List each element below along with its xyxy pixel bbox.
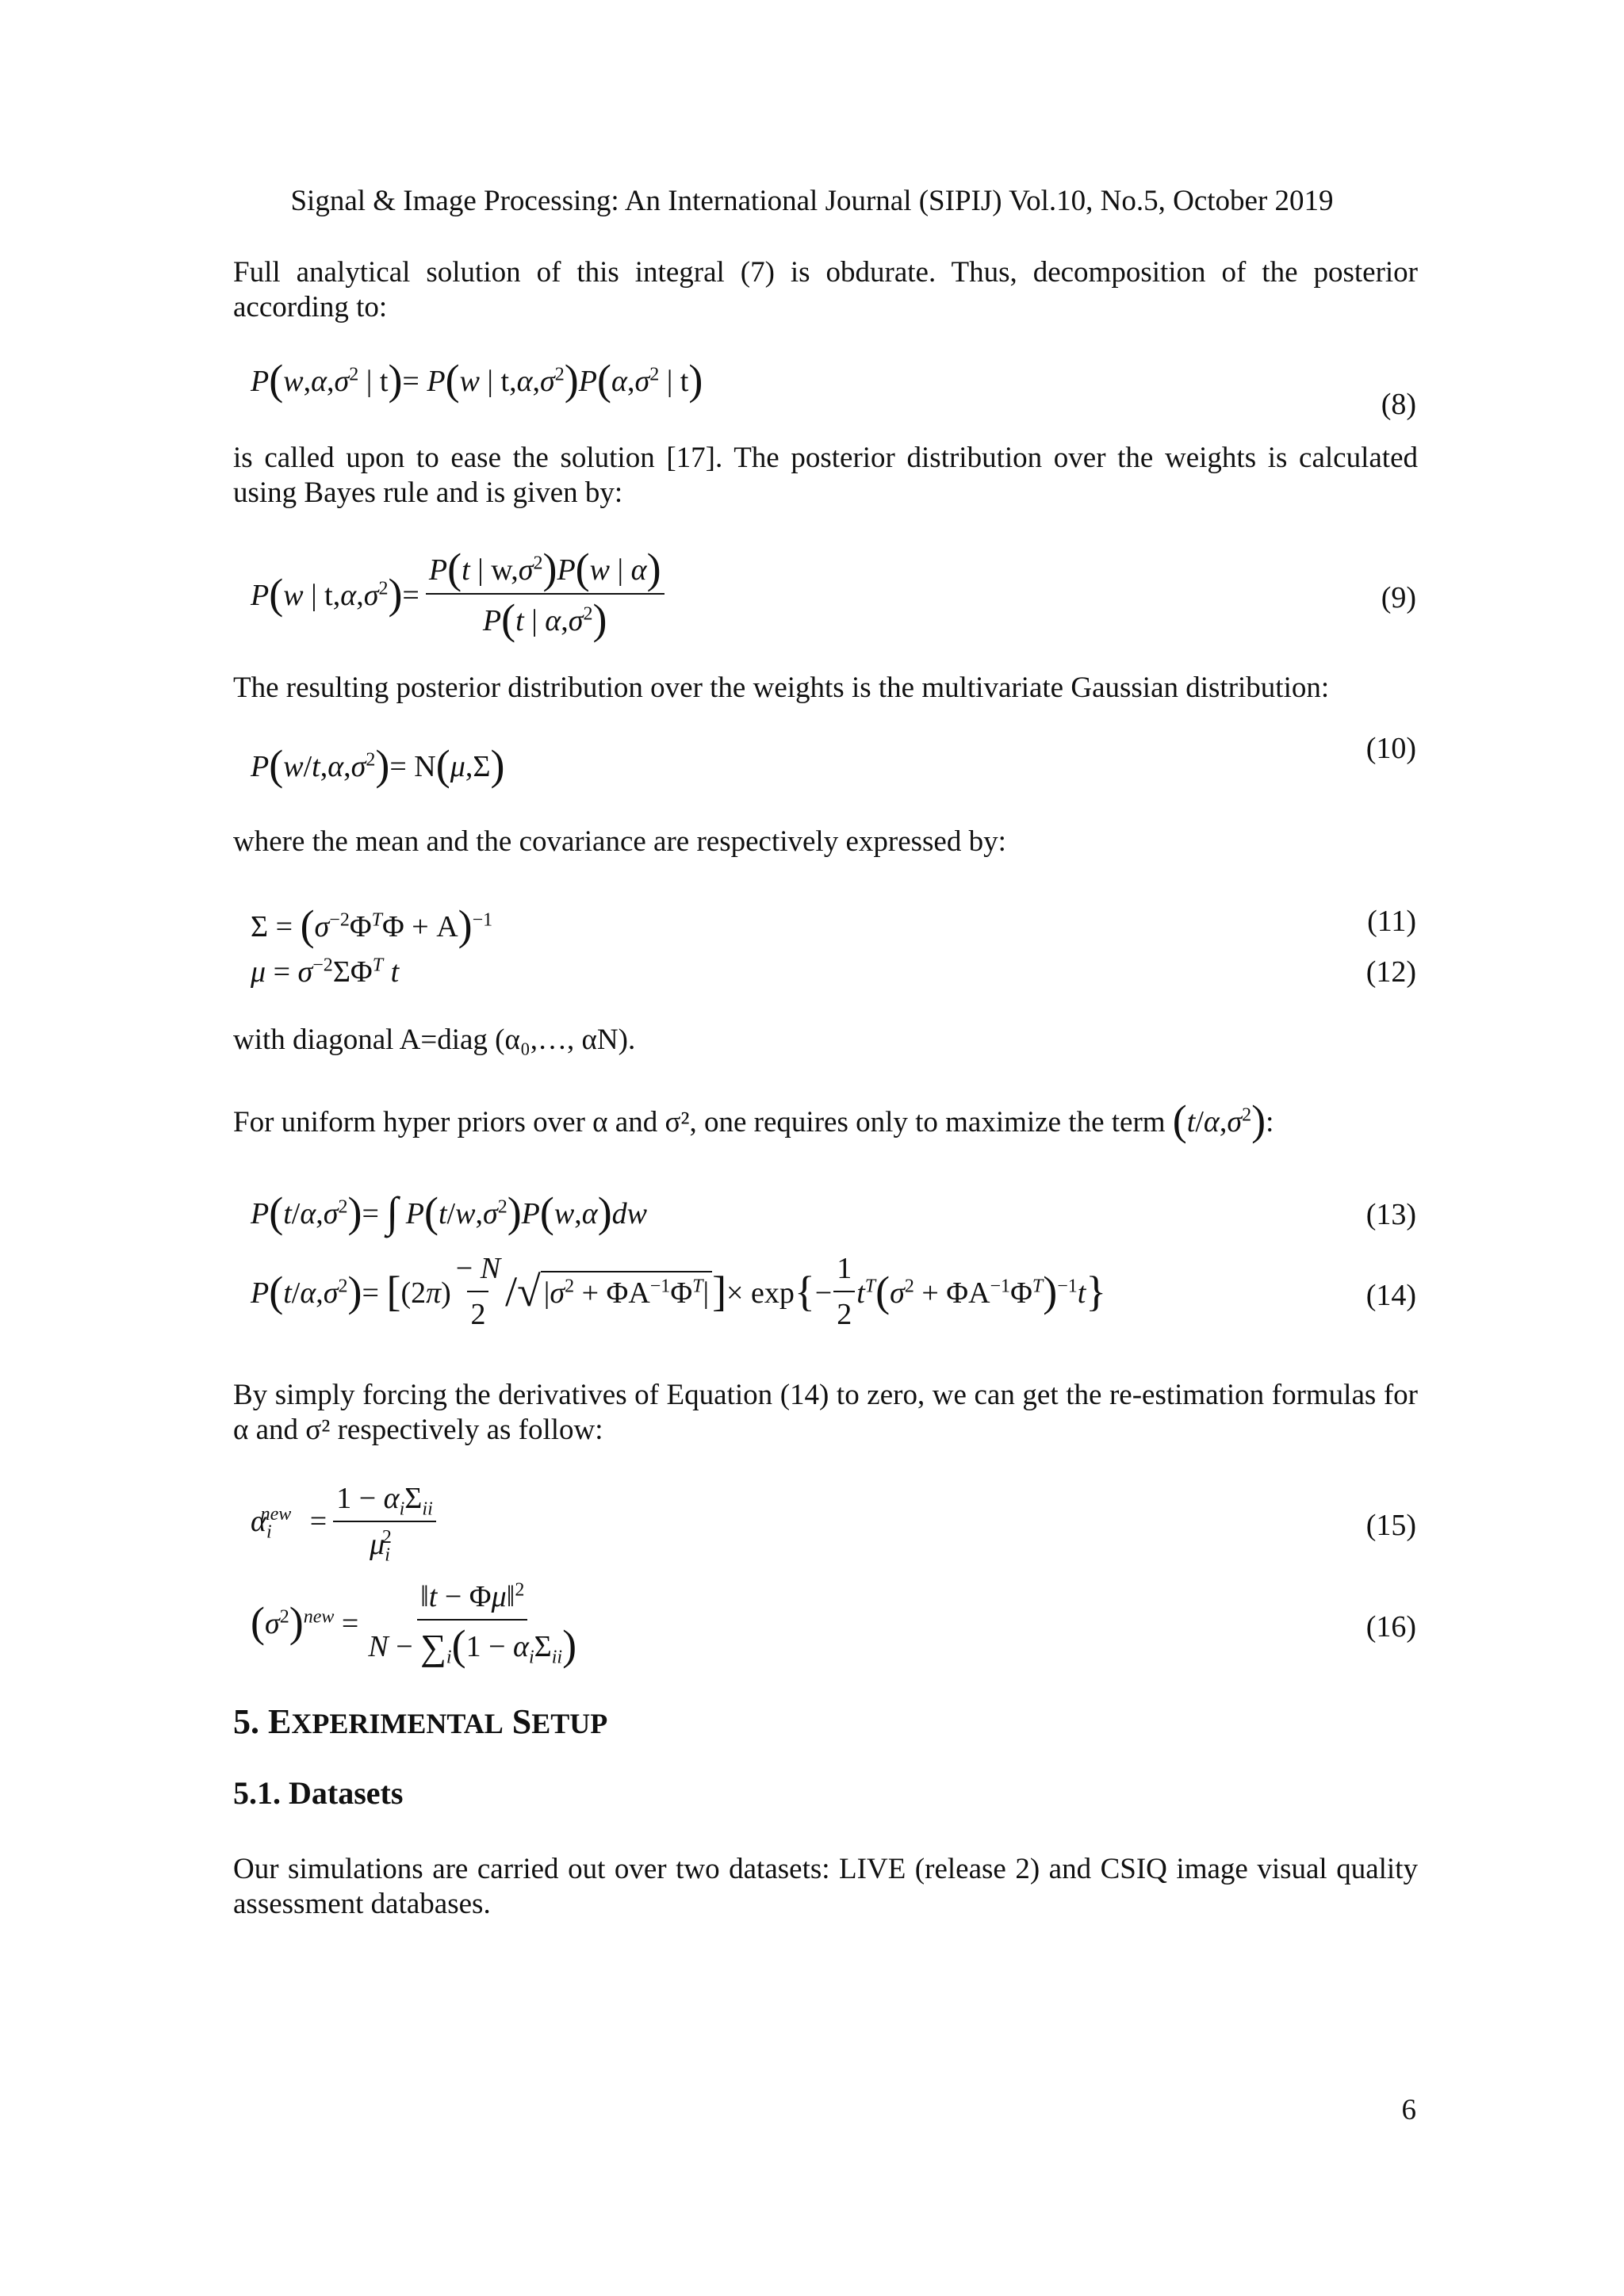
paragraph-hyperpriors: For uniform hyper priors over α and σ², one requires only to maximize the term $(t/\alpha,\sigma^2)$: <box>233 1096 1274 1144</box>
equation-13-number: (13) <box>1365 1198 1416 1231</box>
equation-16-number: (16) <box>1365 1610 1416 1644</box>
subsection-heading: 5.1. Datasets <box>233 1775 404 1811</box>
equation-14-number: (14) <box>1365 1279 1416 1312</box>
equation-16: $(\sigma^2)^{new}$ = $\frac{‖t - \Phi\mu‖^2}{N - \sum_i(1 - \alpha_i\Sigma_{ii})}$ <box>251 1578 586 1667</box>
paragraph-mean-covariance: where the mean and the covariance are respectively expressed by: <box>233 825 1006 858</box>
equation-9-number: (9) <box>1381 581 1416 614</box>
equation-15-number: (15) <box>1365 1509 1416 1542</box>
paragraph-decomposition: Full analytical solution of this integral (7) is obdurate. Thus, decomposition of the posterior according to: <box>233 256 1418 323</box>
paragraph-datasets: Our simulations are carried out over two datasets: LIVE (release 2) and CSIQ image visual quality assessment databases. <box>233 1853 1418 1920</box>
paragraph-gaussian: The resulting posterior distribution over the weights is the multivariate Gaussian distribution: <box>233 672 1330 704</box>
equation-8-number: (8) <box>1381 388 1416 421</box>
paragraph-reestimation: By simply forcing the derivatives of Equation (14) to zero, we can get the re-estimation formulas for α and σ² respectively as follow: <box>233 1379 1418 1446</box>
equation-8: $P(w,\alpha,\sigma^2$ | t)= P(w | $t,\alpha,\sigma^2)P(\alpha,\sigma^2$ | t) <box>251 356 703 404</box>
equation-11: $\Sigma = (\sigma^{-2}\Phi^T\Phi + A)^{-1}$ <box>251 901 493 949</box>
equation-15: $\alpha_i^{new}$ = $\frac{1 - \alpha_i\Sigma_{ii}}{\mu_i^2}$ <box>251 1479 442 1563</box>
paragraph-bayes: is called upon to ease the solution [17]. The posterior distribution over the weights is calculated using Bayes rule and is given by: <box>233 442 1418 509</box>
equation-13: $P(t/\alpha,\sigma^2)=$ ∫ $P(t/w,\sigma^2)P(w,\alpha)dw$ <box>251 1188 648 1236</box>
equation-11-number: (11) <box>1367 905 1416 938</box>
paragraph-diagonal: with diagonal A=diag (α₀,…, αN). <box>233 1024 636 1056</box>
section-heading: 5. EXPERIMENTAL SETUP <box>233 1702 608 1741</box>
equation-10-number: (10) <box>1365 732 1416 765</box>
equation-14: $P(t/\alpha,\sigma^2)= [(2\pi)$ $\frac{- N}{2}$ / √ $|\sigma^2 + \Phi A^{-1}\Phi^T|$ ] × exp{− $\frac{1}{2}$ $t^T(\sigma^2 + \Phi A^{-1}\Phi^T)^{-1}t$} <box>251 1249 1106 1334</box>
running-header: Signal & Image Processing: An International Journal (SIPIJ) Vol.10, No.5, October 2019 <box>290 185 1334 217</box>
equation-12-number: (12) <box>1365 955 1416 989</box>
page-number: 6 <box>1401 2094 1416 2126</box>
equation-10: $P(w/t,\alpha,\sigma^2)= N(\mu,\Sigma)$ <box>251 741 505 789</box>
equation-9: P(w | $t,\alpha,\sigma^2)=$ $\frac{P(t | w,\sigma^2)P(w | \alpha)}{P(t | \alpha,\sigma^2)}$ <box>251 547 671 641</box>
equation-12: $\mu = \sigma^{-2}\Sigma\Phi^T$ t <box>251 955 400 989</box>
